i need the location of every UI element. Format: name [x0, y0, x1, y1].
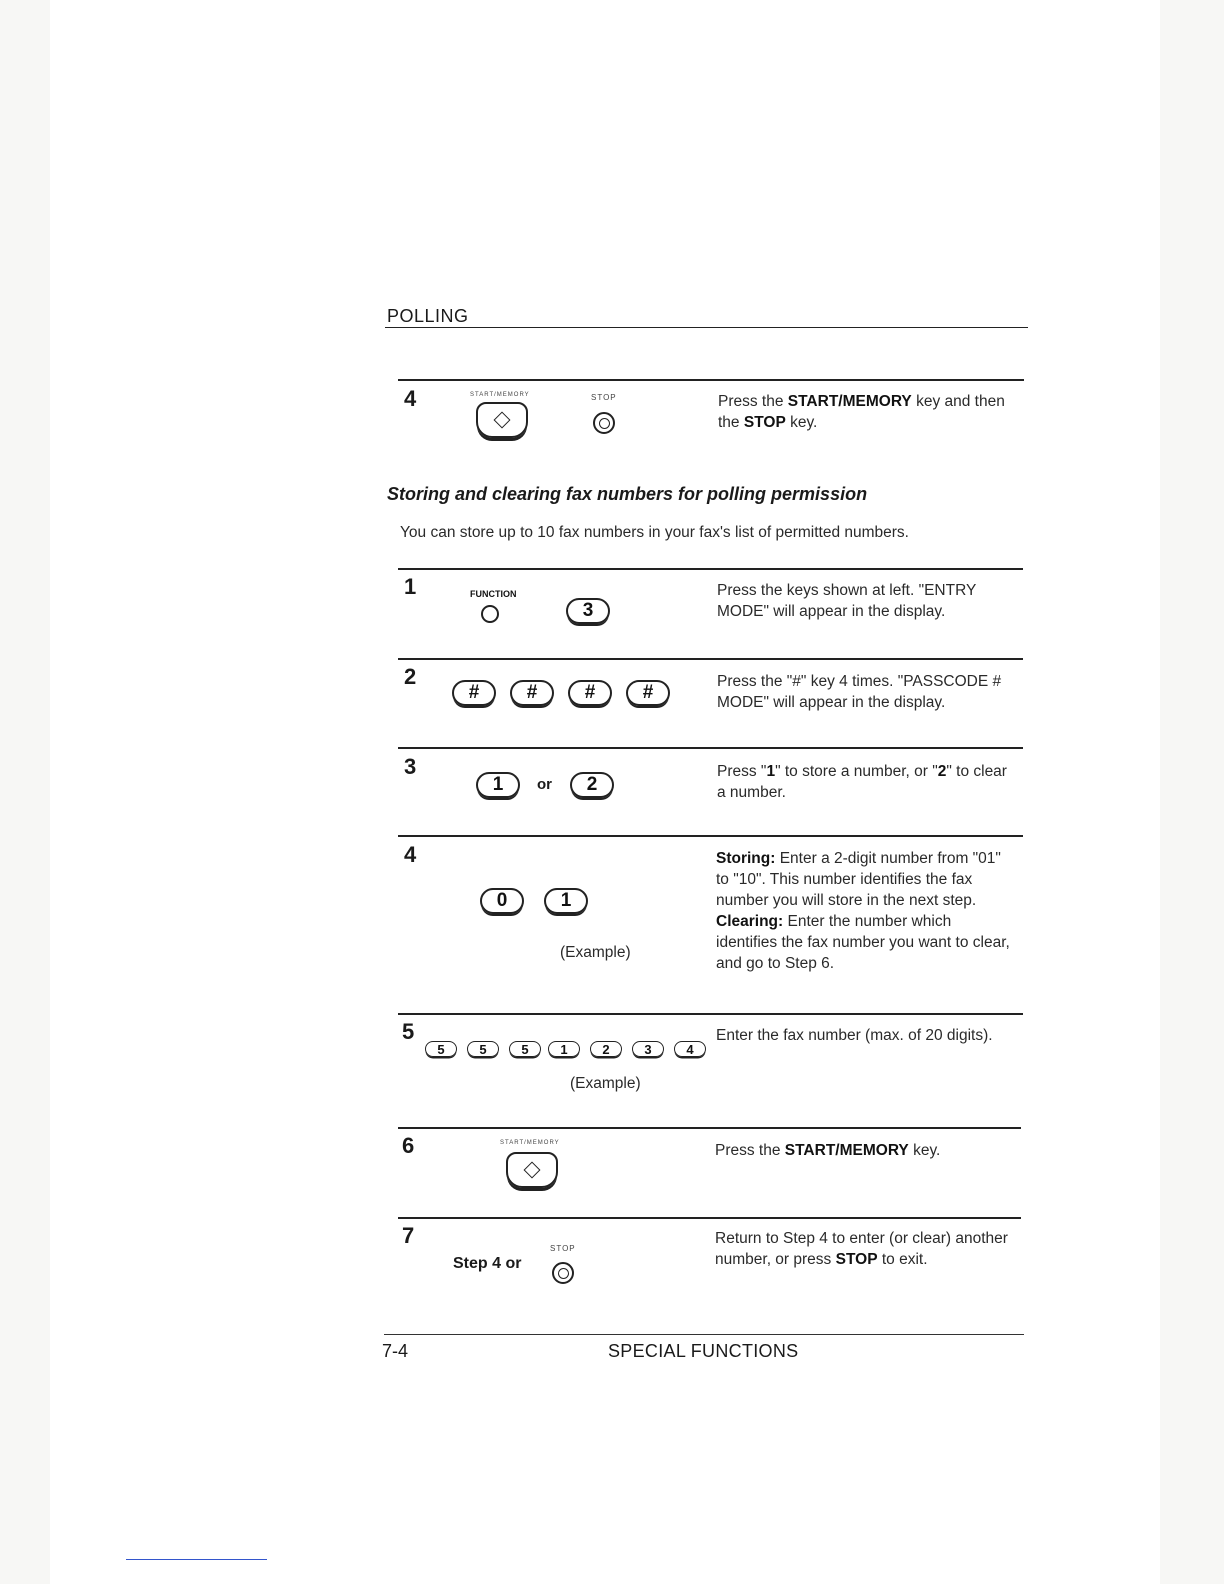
function-caption: FUNCTION: [470, 589, 517, 599]
step-divider: [398, 1127, 1021, 1129]
step-number: 1: [404, 574, 417, 599]
step-number: 3: [404, 754, 417, 779]
step-description: Storing: Enter a 2-digit number from "01" to "10". This number identifies the fax number you will store in the next step. Clearing: Enter the number which identifies the fax number you want to clear, and go to Step 6.: [716, 850, 1010, 972]
hash-key[interactable]: #: [452, 680, 496, 706]
key-1[interactable]: 1: [544, 888, 588, 914]
key-5[interactable]: 5: [467, 1041, 499, 1057]
stop-key[interactable]: [552, 1262, 574, 1284]
header-rule: [385, 327, 1028, 328]
start-memory-key[interactable]: [476, 402, 528, 438]
step-description: Press the keys shown at left. "ENTRY MODE" will appear in the display.: [717, 582, 977, 620]
step-divider: [398, 568, 1023, 570]
start-memory-key[interactable]: [506, 1152, 558, 1188]
key-3[interactable]: 3: [566, 598, 610, 624]
step-description: Press the START/MEMORY key.: [715, 1142, 941, 1159]
example-label: (Example): [560, 944, 631, 961]
stop-icon: [599, 418, 610, 429]
chapter-title: SPECIAL FUNCTIONS: [608, 1341, 799, 1361]
step-divider: [398, 658, 1023, 660]
clearing-label: Clearing:: [716, 913, 784, 930]
step-divider: [398, 379, 1024, 381]
step-description: Press the "#" key 4 times. "PASSCODE # MODE" will appear in the display.: [717, 673, 1002, 711]
key-5[interactable]: 5: [425, 1041, 457, 1057]
storing-label: Storing:: [716, 850, 776, 867]
step-description: Press "1" to store a number, or "2" to clear a number.: [717, 763, 1007, 801]
key-2[interactable]: 2: [570, 772, 614, 798]
page-number: 7-4: [382, 1341, 409, 1361]
hash-key[interactable]: #: [510, 680, 554, 706]
stop-icon: [558, 1268, 569, 1279]
key-1[interactable]: 1: [476, 772, 520, 798]
step-divider: [398, 1013, 1023, 1015]
start-memory-caption: START/MEMORY: [500, 1140, 560, 1146]
key-2[interactable]: 2: [590, 1041, 622, 1057]
subheading: Storing and clearing fax numbers for polling permission: [387, 484, 868, 504]
stop-caption: STOP: [591, 393, 617, 402]
step-number: 6: [402, 1133, 415, 1158]
start-memory-caption: START/MEMORY: [470, 392, 530, 398]
step-divider: [398, 835, 1023, 837]
function-key[interactable]: [481, 605, 499, 623]
start-icon: [494, 412, 511, 429]
step-number: 5: [402, 1019, 415, 1044]
step-divider: [398, 747, 1023, 749]
stop-key[interactable]: [593, 412, 615, 434]
key-0[interactable]: 0: [480, 888, 524, 914]
or-label: or: [537, 776, 552, 793]
example-label: (Example): [570, 1075, 641, 1092]
step-description: Enter the fax number (max. of 20 digits).: [716, 1027, 993, 1044]
key-3[interactable]: 3: [632, 1041, 664, 1057]
hash-key[interactable]: #: [626, 680, 670, 706]
step-number: 2: [404, 664, 417, 689]
stop-caption: STOP: [550, 1244, 576, 1253]
section-title: POLLING: [387, 306, 469, 326]
key-1[interactable]: 1: [548, 1041, 580, 1057]
start-icon: [524, 1162, 541, 1179]
step-description: Return to Step 4 to enter (or clear) another number, or press STOP to exit.: [715, 1230, 1008, 1268]
hash-key[interactable]: #: [568, 680, 612, 706]
key-5[interactable]: 5: [509, 1041, 541, 1057]
footer-rule: [384, 1334, 1024, 1335]
step-number: 4: [404, 842, 417, 867]
key-4[interactable]: 4: [674, 1041, 706, 1057]
bottom-link-line: [126, 1559, 267, 1560]
step-4-or-label: Step 4 or: [453, 1255, 522, 1272]
step-description: Press the START/MEMORY key and then the STOP key.: [718, 393, 1005, 431]
step-number: 7: [402, 1223, 415, 1248]
intro-text: You can store up to 10 fax numbers in your fax's list of permitted numbers.: [400, 524, 909, 541]
step-number: 4: [404, 386, 417, 411]
step-divider: [398, 1217, 1021, 1219]
